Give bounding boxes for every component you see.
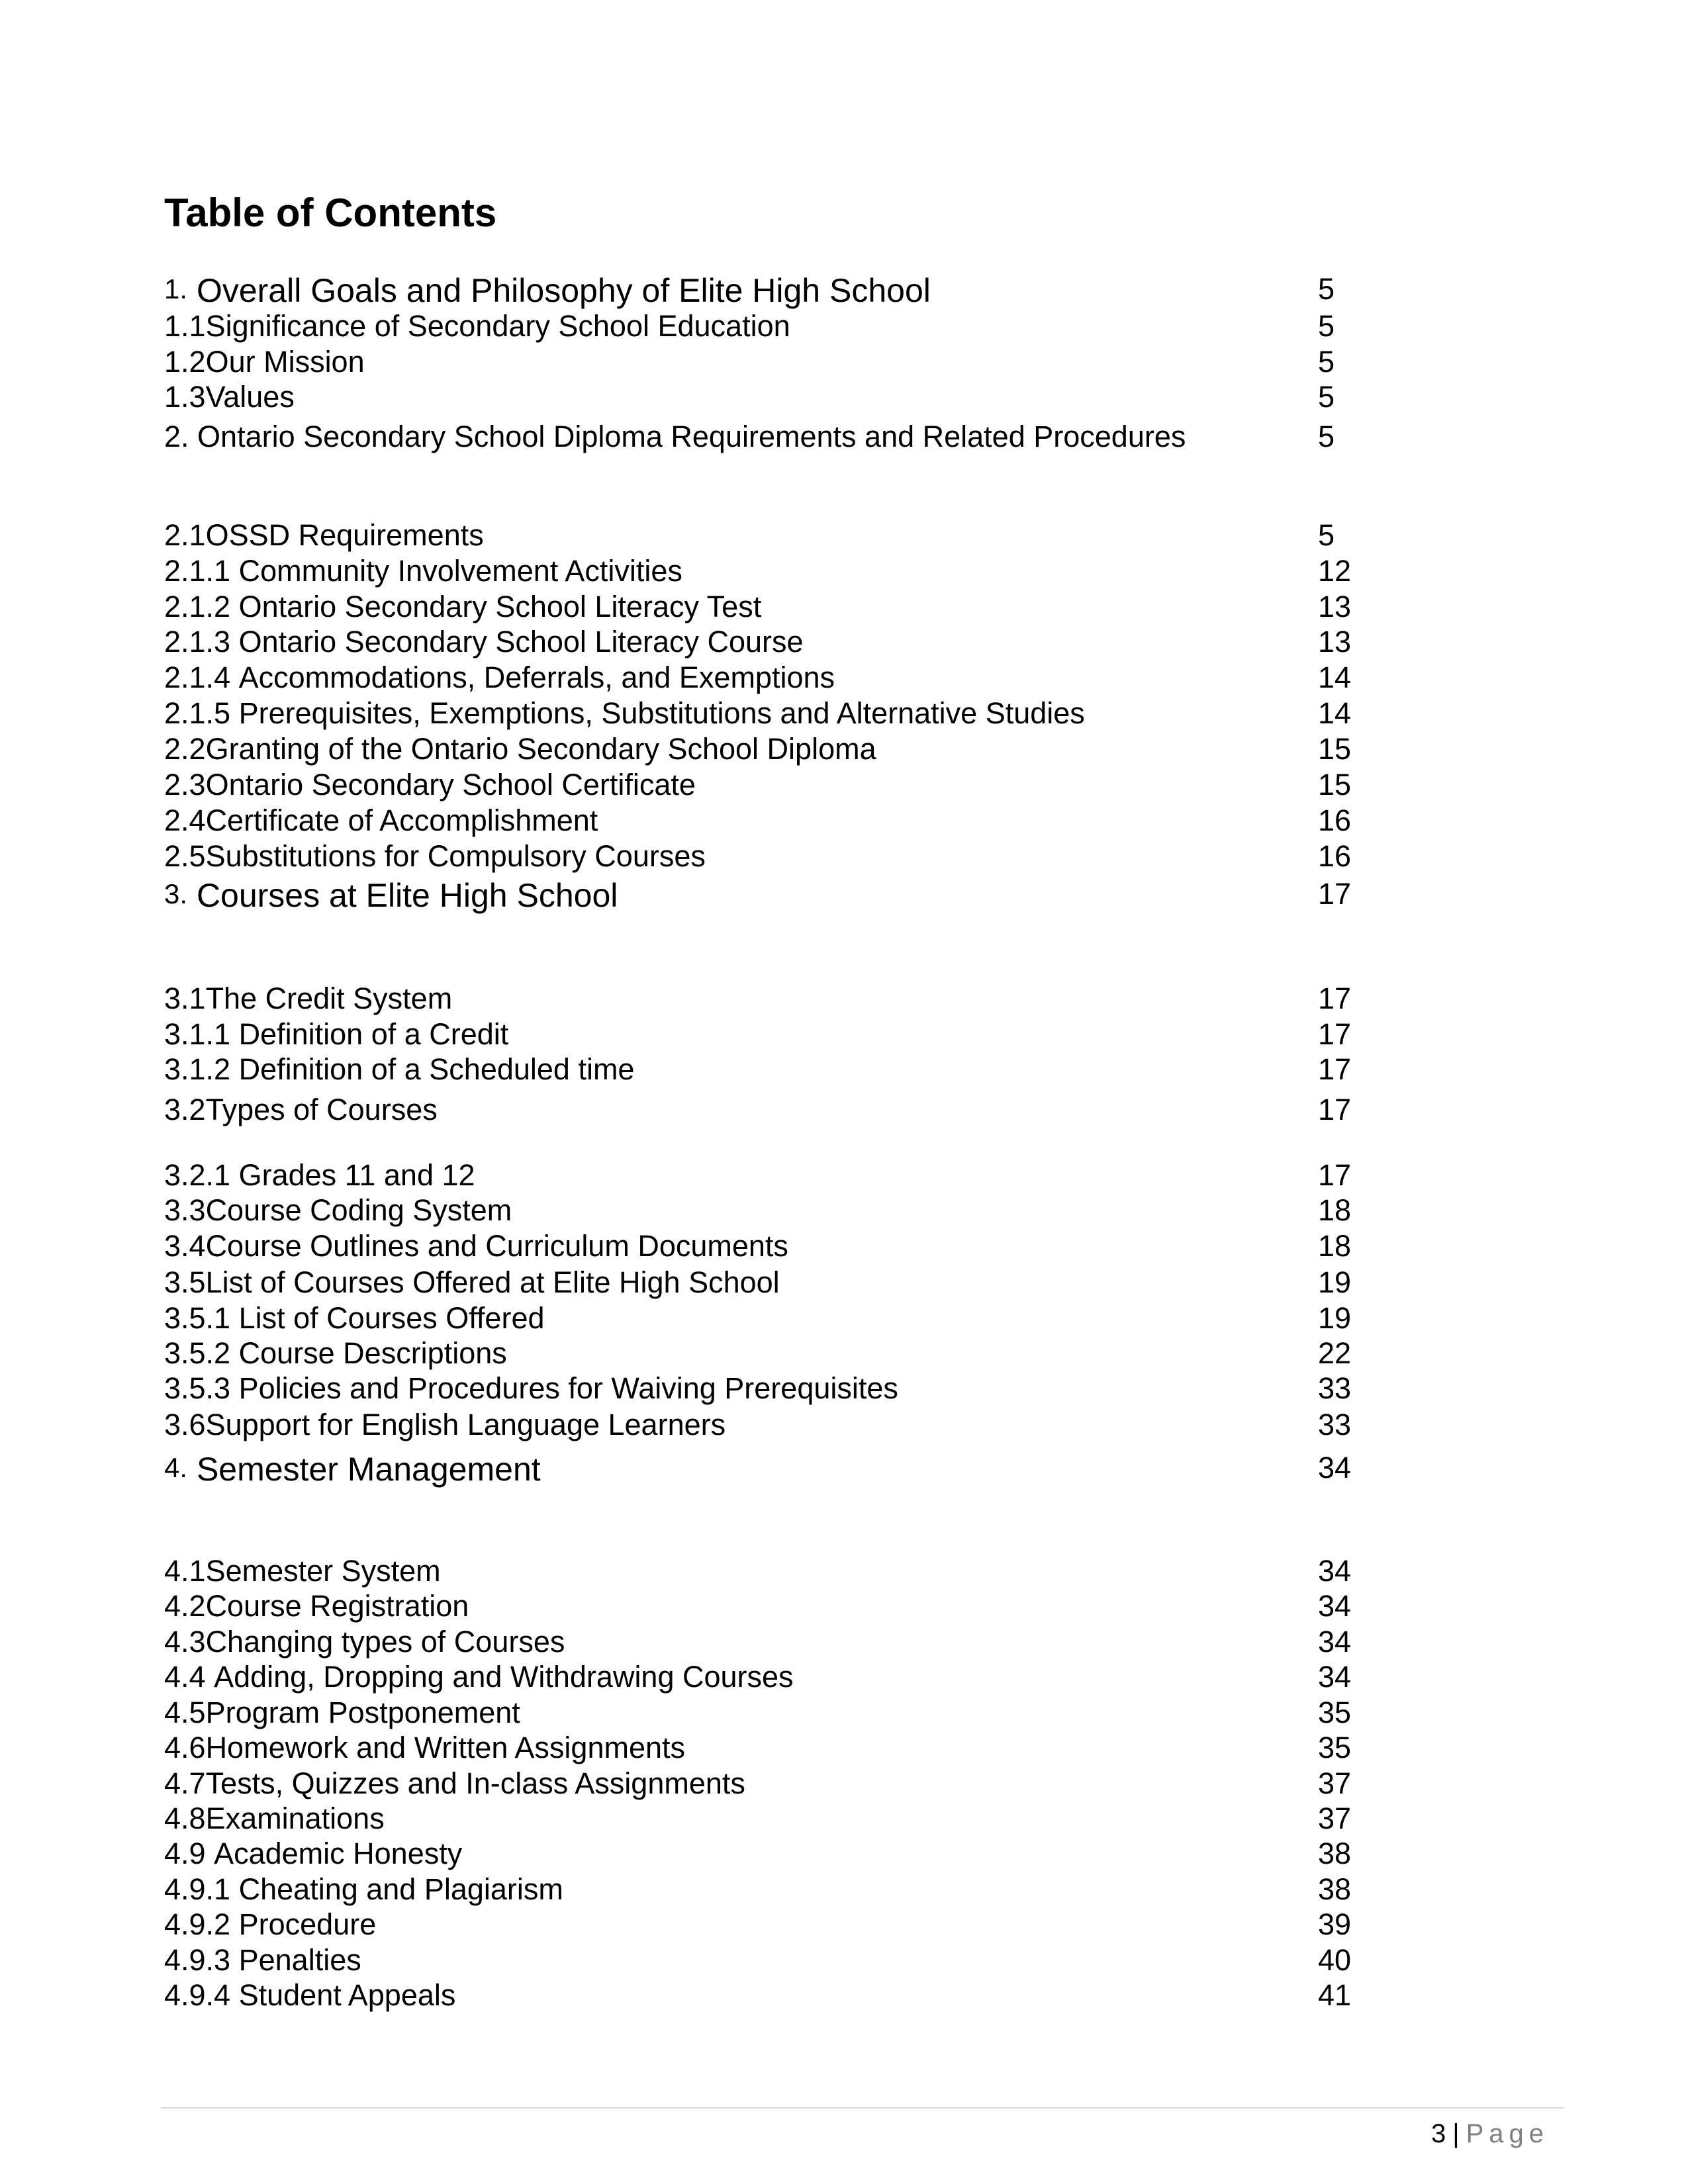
- toc-entry-number: 4.9.2: [164, 1907, 231, 1941]
- toc-entry-number: 2.1.2: [164, 590, 231, 623]
- toc-entry-number: 3.1.2: [164, 1052, 231, 1086]
- toc-entry-number: 2.1.1: [164, 554, 231, 588]
- toc-entry-number: 1.3: [164, 380, 206, 414]
- toc-entry-page: 13: [1318, 625, 1352, 659]
- toc-entry[interactable]: [164, 518, 1356, 553]
- toc-entry-title: Types of Courses: [205, 1093, 438, 1126]
- toc-entry[interactable]: [164, 1265, 1356, 1300]
- toc-entry-title: Examinations: [205, 1801, 385, 1835]
- toc-entry-title: OSSD Requirements: [205, 518, 484, 552]
- toc-entry-number: 3.2: [164, 1093, 206, 1126]
- toc-entry[interactable]: [164, 308, 1356, 344]
- toc-entry-page: 22: [1318, 1336, 1352, 1370]
- toc-entry-title: List of Courses Offered: [238, 1301, 545, 1335]
- toc-entry-title: Procedure: [238, 1907, 377, 1941]
- toc-entry-page: 19: [1318, 1265, 1352, 1299]
- toc-entry[interactable]: [164, 1836, 1356, 1872]
- toc-entry-page: 17: [1318, 1052, 1352, 1086]
- toc-entry-title: Substitutions for Compulsory Courses: [205, 839, 706, 873]
- toc-entry-title: Semester System: [205, 1554, 441, 1588]
- toc-entry-title: Prerequisites, Exemptions, Substitutions and Alternative Studies: [238, 696, 1085, 730]
- toc-entry-number: 4.7: [164, 1766, 206, 1800]
- toc-entry-title: Significance of Secondary School Education: [205, 309, 790, 343]
- toc-entry-page: 41: [1318, 1978, 1352, 2012]
- toc-entry-title: Ontario Secondary School Literacy Test: [238, 590, 762, 623]
- toc-entry-page: 5: [1318, 420, 1335, 453]
- toc-entry-page: 14: [1318, 660, 1352, 694]
- toc-entry-title: Certificate of Accomplishment: [205, 803, 598, 837]
- toc-entry[interactable]: [164, 1193, 1356, 1228]
- page-footer: [1431, 2118, 1549, 2150]
- toc-entry-title: Changing types of Courses: [205, 1625, 565, 1659]
- toc-entry-number: 2.1: [164, 518, 206, 552]
- toc-entry-number: 4.6: [164, 1731, 206, 1764]
- toc-entry-page: 33: [1318, 1371, 1352, 1405]
- toc-entry-number: 3.5: [164, 1265, 206, 1299]
- toc-entry-title: Course Coding System: [205, 1193, 512, 1227]
- toc-entry-page: 38: [1318, 1872, 1352, 1906]
- toc-entry-page: 13: [1318, 590, 1352, 623]
- toc-entry[interactable]: [164, 803, 1356, 839]
- toc-entry[interactable]: [164, 1766, 1356, 1801]
- toc-entry[interactable]: [164, 731, 1356, 767]
- toc-entry-page: 34: [1318, 1589, 1352, 1623]
- toc-entry-number: 4.2: [164, 1589, 206, 1623]
- toc-entry-page: 18: [1318, 1193, 1352, 1227]
- toc-entry-title: Course Registration: [205, 1589, 469, 1623]
- toc-entry[interactable]: [164, 660, 1356, 696]
- footer-page-label: Page: [1466, 2119, 1549, 2148]
- toc-entry-title: Our Mission: [205, 345, 365, 379]
- toc-entry[interactable]: [164, 1407, 1356, 1443]
- toc-entry[interactable]: [164, 1624, 1356, 1660]
- toc-entry[interactable]: [164, 1336, 1356, 1371]
- toc-entry-number: 2.1.3: [164, 625, 231, 659]
- toc-entry-title: Tests, Quizzes and In-class Assignments: [205, 1766, 745, 1800]
- toc-entry-page: 16: [1318, 803, 1352, 837]
- toc-entry-number: 4.9.3: [164, 1943, 231, 1977]
- toc-entry-page: 34: [1318, 1451, 1352, 1484]
- toc-entry-page: 5: [1318, 518, 1335, 552]
- toc-entry-number: 1.2: [164, 345, 206, 379]
- toc-entry-number: 3.6: [164, 1408, 206, 1441]
- toc-entry[interactable]: [164, 1659, 1356, 1695]
- toc-entry[interactable]: [164, 1300, 1356, 1336]
- toc-entry-page: 17: [1318, 981, 1352, 1015]
- toc-entry-title: Ontario Secondary School Certificate: [205, 768, 696, 801]
- toc-entry-number: 3.5.1: [164, 1301, 231, 1335]
- toc-entry[interactable]: [164, 981, 1356, 1017]
- toc-entry[interactable]: [164, 1553, 1356, 1589]
- toc-entry[interactable]: [164, 876, 1356, 912]
- toc-entry-title: Course Outlines and Curriculum Documents: [205, 1229, 788, 1263]
- toc-entry-title: Community Involvement Activities: [238, 554, 682, 588]
- toc-entry[interactable]: [164, 1052, 1356, 1087]
- toc-entry[interactable]: [164, 344, 1356, 380]
- toc-entry-page: 37: [1318, 1766, 1352, 1800]
- toc-entry[interactable]: [164, 1978, 1356, 2013]
- toc-entry-title: Homework and Written Assignments: [205, 1731, 686, 1764]
- toc-entry[interactable]: [164, 1158, 1356, 1193]
- toc-entry-title: Penalties: [238, 1943, 361, 1977]
- toc-entry-number: 2.3: [164, 768, 206, 801]
- toc-entry-number: 2.2: [164, 732, 206, 766]
- toc-entry-number: 2.: [164, 420, 189, 453]
- toc-entry[interactable]: [164, 839, 1356, 874]
- toc-entry[interactable]: [164, 1907, 1356, 1942]
- toc-entry-number: 3.4: [164, 1229, 206, 1263]
- toc-entry-number: 4.: [164, 1452, 188, 1483]
- footer-separator: |: [1452, 2119, 1460, 2148]
- toc-entry-title: Semester Management: [196, 1451, 541, 1488]
- toc-entry-title: Ontario Secondary School Literacy Course: [238, 625, 804, 659]
- toc-entry-page: 17: [1318, 877, 1352, 911]
- toc-entry-page: 5: [1318, 309, 1335, 343]
- toc-entry-number: 4.8: [164, 1801, 206, 1835]
- toc-entry[interactable]: [164, 1017, 1356, 1052]
- toc-entry-number: 3.1.1: [164, 1017, 231, 1051]
- footer-rule: [161, 2107, 1564, 2109]
- toc-entry-number: 4.9: [164, 1837, 206, 1870]
- toc-entry-title: Values: [205, 380, 295, 414]
- toc-entry-title: Grades 11 and 12: [238, 1158, 475, 1192]
- toc-entry-number: 3.5.3: [164, 1371, 231, 1405]
- toc-entry-title: Program Postponement: [205, 1696, 520, 1729]
- toc-entry[interactable]: [164, 767, 1356, 803]
- toc-entry[interactable]: [164, 1872, 1356, 1907]
- toc-entry[interactable]: [164, 379, 1356, 415]
- toc-entry-number: 2.5: [164, 839, 206, 873]
- toc-entry-title: Ontario Secondary School Diploma Requirements and Related Procedures: [197, 420, 1186, 453]
- toc-entry-page: 40: [1318, 1943, 1352, 1977]
- toc-entry-number: 2.1.4: [164, 660, 231, 694]
- toc-entry-number: 4.9.4: [164, 1978, 231, 2012]
- footer-page-number: 3: [1430, 2119, 1446, 2148]
- toc-entry-page: 5: [1318, 345, 1335, 379]
- toc-entry[interactable]: [164, 419, 1356, 455]
- toc-entry-title: Support for English Language Learners: [205, 1408, 726, 1441]
- toc-entry-page: 14: [1318, 696, 1352, 730]
- toc-entry-page: 5: [1318, 272, 1335, 306]
- toc-entry-title: Policies and Procedures for Waiving Prerequisites: [238, 1371, 898, 1405]
- toc-entry-title: Definition of a Credit: [238, 1017, 509, 1051]
- toc-entry[interactable]: [164, 589, 1356, 625]
- toc-entry-number: 4.9.1: [164, 1872, 231, 1906]
- toc-entry-title: Courses at Elite High School: [196, 877, 618, 914]
- toc-entry-number: 3.3: [164, 1193, 206, 1227]
- toc-entry-number: 1.1: [164, 309, 206, 343]
- toc-entry-page: 17: [1318, 1158, 1352, 1192]
- toc-entry[interactable]: [164, 1695, 1356, 1731]
- toc-entry-number: 2.4: [164, 803, 206, 837]
- toc-entry[interactable]: [164, 1228, 1356, 1264]
- toc-entry-page: 5: [1318, 380, 1335, 414]
- toc-entry[interactable]: [164, 1450, 1356, 1486]
- toc-entry-number: 4.1: [164, 1554, 206, 1588]
- toc-entry[interactable]: [164, 1588, 1356, 1624]
- toc-entry-title: The Credit System: [205, 981, 453, 1015]
- toc-entry-title: List of Courses Offered at Elite High School: [205, 1265, 780, 1299]
- toc-entry-page: 15: [1318, 732, 1352, 766]
- toc-entry-page: 18: [1318, 1229, 1352, 1263]
- toc-entry[interactable]: [164, 1371, 1356, 1406]
- toc-entry-title: Academic Honesty: [214, 1837, 463, 1870]
- toc-entry-page: 15: [1318, 768, 1352, 801]
- toc-entry-page: 34: [1318, 1660, 1352, 1694]
- toc-entry[interactable]: [164, 1942, 1356, 1978]
- toc-entry-page: 33: [1318, 1408, 1352, 1441]
- toc-entry[interactable]: [164, 1801, 1356, 1837]
- toc-entry-title: Adding, Dropping and Withdrawing Courses: [214, 1660, 794, 1694]
- toc-entry-title: Granting of the Ontario Secondary School Diploma: [205, 732, 876, 766]
- toc-entry[interactable]: [164, 1730, 1356, 1766]
- toc-entry-page: 34: [1318, 1554, 1352, 1588]
- toc-entry-page: 17: [1318, 1093, 1352, 1126]
- toc-entry-page: 19: [1318, 1301, 1352, 1335]
- toc-entry-page: 16: [1318, 839, 1352, 873]
- toc-entry-page: 35: [1318, 1731, 1352, 1764]
- toc-entry-number: 3.1: [164, 981, 206, 1015]
- toc-title: Table of Contents: [164, 191, 497, 235]
- toc-entry-title: Accommodations, Deferrals, and Exemptions: [238, 660, 835, 694]
- toc-entry[interactable]: [164, 624, 1356, 660]
- toc-entry[interactable]: [164, 271, 1356, 307]
- toc-entry-number: 4.3: [164, 1625, 206, 1659]
- toc-entry-number: 4.5: [164, 1696, 206, 1729]
- toc-entry-title: Overall Goals and Philosophy of Elite High School: [196, 272, 931, 309]
- toc-entry-page: 38: [1318, 1837, 1352, 1870]
- toc-entry-title: Definition of a Scheduled time: [238, 1052, 635, 1086]
- toc-entry[interactable]: [164, 1092, 1356, 1128]
- toc-entry-number: 3.5.2: [164, 1336, 231, 1370]
- toc-entry-title: Course Descriptions: [238, 1336, 507, 1370]
- toc-entry-title: Student Appeals: [238, 1978, 456, 2012]
- toc-entry[interactable]: [164, 696, 1356, 731]
- toc-entry[interactable]: [164, 553, 1356, 589]
- toc-entry-page: 34: [1318, 1625, 1352, 1659]
- toc-entry-number: 4.4: [164, 1660, 206, 1694]
- toc-entry-number: 1.: [164, 273, 188, 304]
- toc-entry-title: Cheating and Plagiarism: [238, 1872, 563, 1906]
- toc-entry-number: 2.1.5: [164, 696, 231, 730]
- toc-entry-number: 3.: [164, 878, 188, 909]
- toc-entry-page: 37: [1318, 1801, 1352, 1835]
- toc-entry-page: 12: [1318, 554, 1352, 588]
- toc-entry-page: 35: [1318, 1696, 1352, 1729]
- toc-entry-page: 39: [1318, 1907, 1352, 1941]
- toc-entry-page: 17: [1318, 1017, 1352, 1051]
- toc-entry-number: 3.2.1: [164, 1158, 231, 1192]
